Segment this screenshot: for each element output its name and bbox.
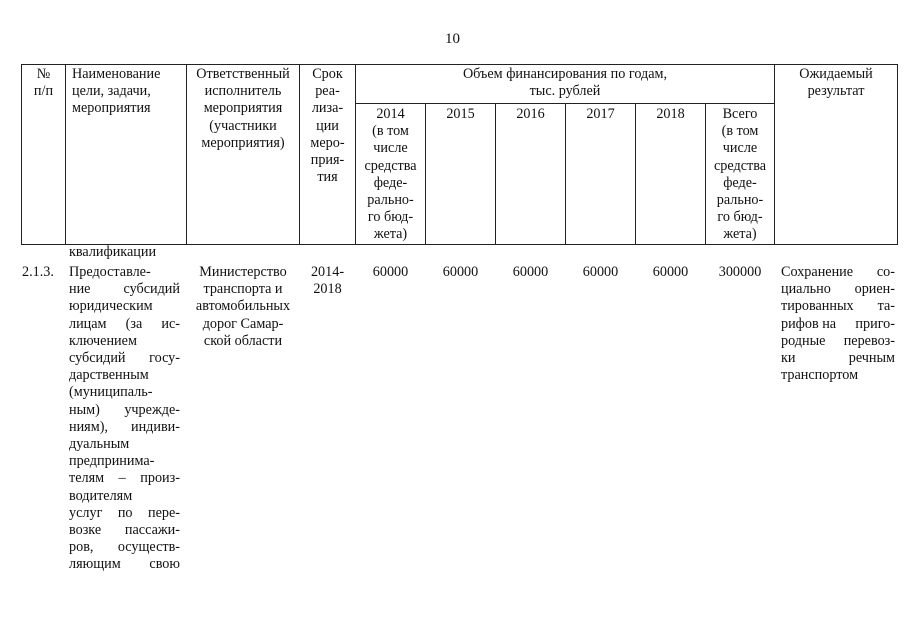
text-line bbox=[69, 488, 180, 505]
word: ки bbox=[781, 350, 796, 367]
header-name: Наименование цели, задачи, мероприятия bbox=[72, 66, 161, 117]
text-line bbox=[781, 367, 895, 384]
word: – bbox=[118, 470, 126, 487]
text-line bbox=[69, 367, 180, 384]
header-total: Всего (в том числе средства феде- рально- го бюд- жета) bbox=[713, 106, 767, 243]
text-line bbox=[69, 470, 180, 487]
text-line bbox=[69, 402, 180, 419]
word: транспортом bbox=[781, 367, 859, 384]
header-year-2018: 2018 bbox=[656, 106, 685, 122]
row-num: 2.1.3. bbox=[22, 264, 54, 280]
word: по bbox=[117, 504, 133, 521]
text-line bbox=[69, 298, 180, 315]
word: родные bbox=[781, 332, 826, 349]
word: пере- bbox=[147, 504, 180, 521]
text-line bbox=[69, 384, 180, 401]
row-value-2014: 60000 bbox=[372, 264, 409, 280]
text-line bbox=[69, 436, 180, 453]
text-line bbox=[781, 316, 895, 333]
text-line bbox=[781, 333, 895, 350]
word: Сохранение bbox=[781, 264, 854, 280]
word: ляющим bbox=[69, 556, 121, 573]
row-result bbox=[781, 264, 895, 384]
word: лицам bbox=[69, 315, 107, 332]
row-value-2015: 60000 bbox=[442, 264, 479, 280]
row-executor: Министерство транспорта и автомобильных дорог Самар- ской области bbox=[195, 264, 291, 349]
header-term: Срок реа- лиза- ции меро- прия- тия bbox=[310, 66, 345, 186]
word: та- bbox=[877, 298, 895, 315]
text-line bbox=[69, 522, 180, 539]
header-executor: Ответственный исполнитель мероприятия (участники мероприятия) bbox=[196, 66, 290, 151]
word: учрежде- bbox=[124, 401, 180, 418]
word: субсидий bbox=[69, 350, 126, 367]
word: перевоз- bbox=[843, 332, 895, 349]
text-line bbox=[69, 505, 180, 522]
text-line bbox=[69, 419, 180, 436]
word: тированных bbox=[781, 298, 854, 315]
word: ключением bbox=[69, 332, 137, 349]
word: ниям), bbox=[69, 418, 108, 435]
word: осуществ- bbox=[117, 539, 180, 556]
word: Предоставле- bbox=[69, 264, 151, 280]
text-line bbox=[781, 281, 895, 298]
text-line bbox=[781, 350, 895, 367]
row-term: 2014- 2018 bbox=[310, 264, 345, 298]
word: ориен- bbox=[854, 281, 895, 298]
row-value-2016: 60000 bbox=[512, 264, 549, 280]
text-line bbox=[781, 298, 895, 315]
word: возке bbox=[69, 522, 102, 539]
word: услуг bbox=[69, 504, 103, 521]
header-num: № п/п bbox=[33, 66, 54, 100]
word: рифов на bbox=[781, 315, 837, 332]
row-value-2017: 60000 bbox=[582, 264, 619, 280]
word: предпринима- bbox=[69, 453, 155, 470]
word: госу- bbox=[149, 350, 180, 367]
carryover-text: квалификации bbox=[69, 244, 157, 260]
word: ров, bbox=[69, 539, 94, 556]
word: речным bbox=[848, 350, 895, 367]
text-line bbox=[69, 333, 180, 350]
word: циально bbox=[781, 281, 831, 298]
word: ние bbox=[69, 281, 91, 298]
header-year-2015: 2015 bbox=[446, 106, 475, 122]
row-name bbox=[69, 264, 180, 574]
word: со- bbox=[876, 264, 895, 280]
text-line bbox=[69, 281, 180, 298]
text-line bbox=[69, 539, 180, 556]
word: ным) bbox=[69, 401, 100, 418]
text-line bbox=[69, 453, 180, 470]
header-year-2014: 2014 (в том числе средства феде- рально- го бюд- жета) bbox=[364, 106, 417, 243]
word: телям bbox=[69, 470, 105, 487]
word: свою bbox=[149, 556, 180, 573]
word: произ- bbox=[140, 470, 180, 487]
word: (муниципаль- bbox=[69, 384, 153, 401]
text-line bbox=[781, 264, 895, 281]
word: пассажи- bbox=[124, 522, 180, 539]
header-year-2016: 2016 bbox=[516, 106, 545, 122]
word: индиви- bbox=[130, 418, 180, 435]
word: водителям bbox=[69, 487, 133, 504]
text-line bbox=[69, 556, 180, 573]
text-line bbox=[69, 350, 180, 367]
page-number: 10 bbox=[445, 31, 460, 47]
word: дарственным bbox=[69, 367, 149, 384]
word: субсидий bbox=[123, 281, 180, 298]
word: дуальным bbox=[69, 436, 130, 453]
row-value-2018: 60000 bbox=[652, 264, 689, 280]
text-line bbox=[69, 316, 180, 333]
header-result: Ожидаемый результат bbox=[799, 66, 873, 100]
row-value-total: 300000 bbox=[718, 264, 762, 280]
text-line bbox=[69, 264, 180, 281]
word: приго- bbox=[855, 315, 895, 332]
header-funding-title: Объем финансирования по годам, тыс. рублей bbox=[462, 66, 668, 100]
word: (за bbox=[125, 315, 143, 332]
word: юридическим bbox=[69, 298, 153, 315]
header-year-2017: 2017 bbox=[586, 106, 615, 122]
word: ис- bbox=[161, 315, 180, 332]
